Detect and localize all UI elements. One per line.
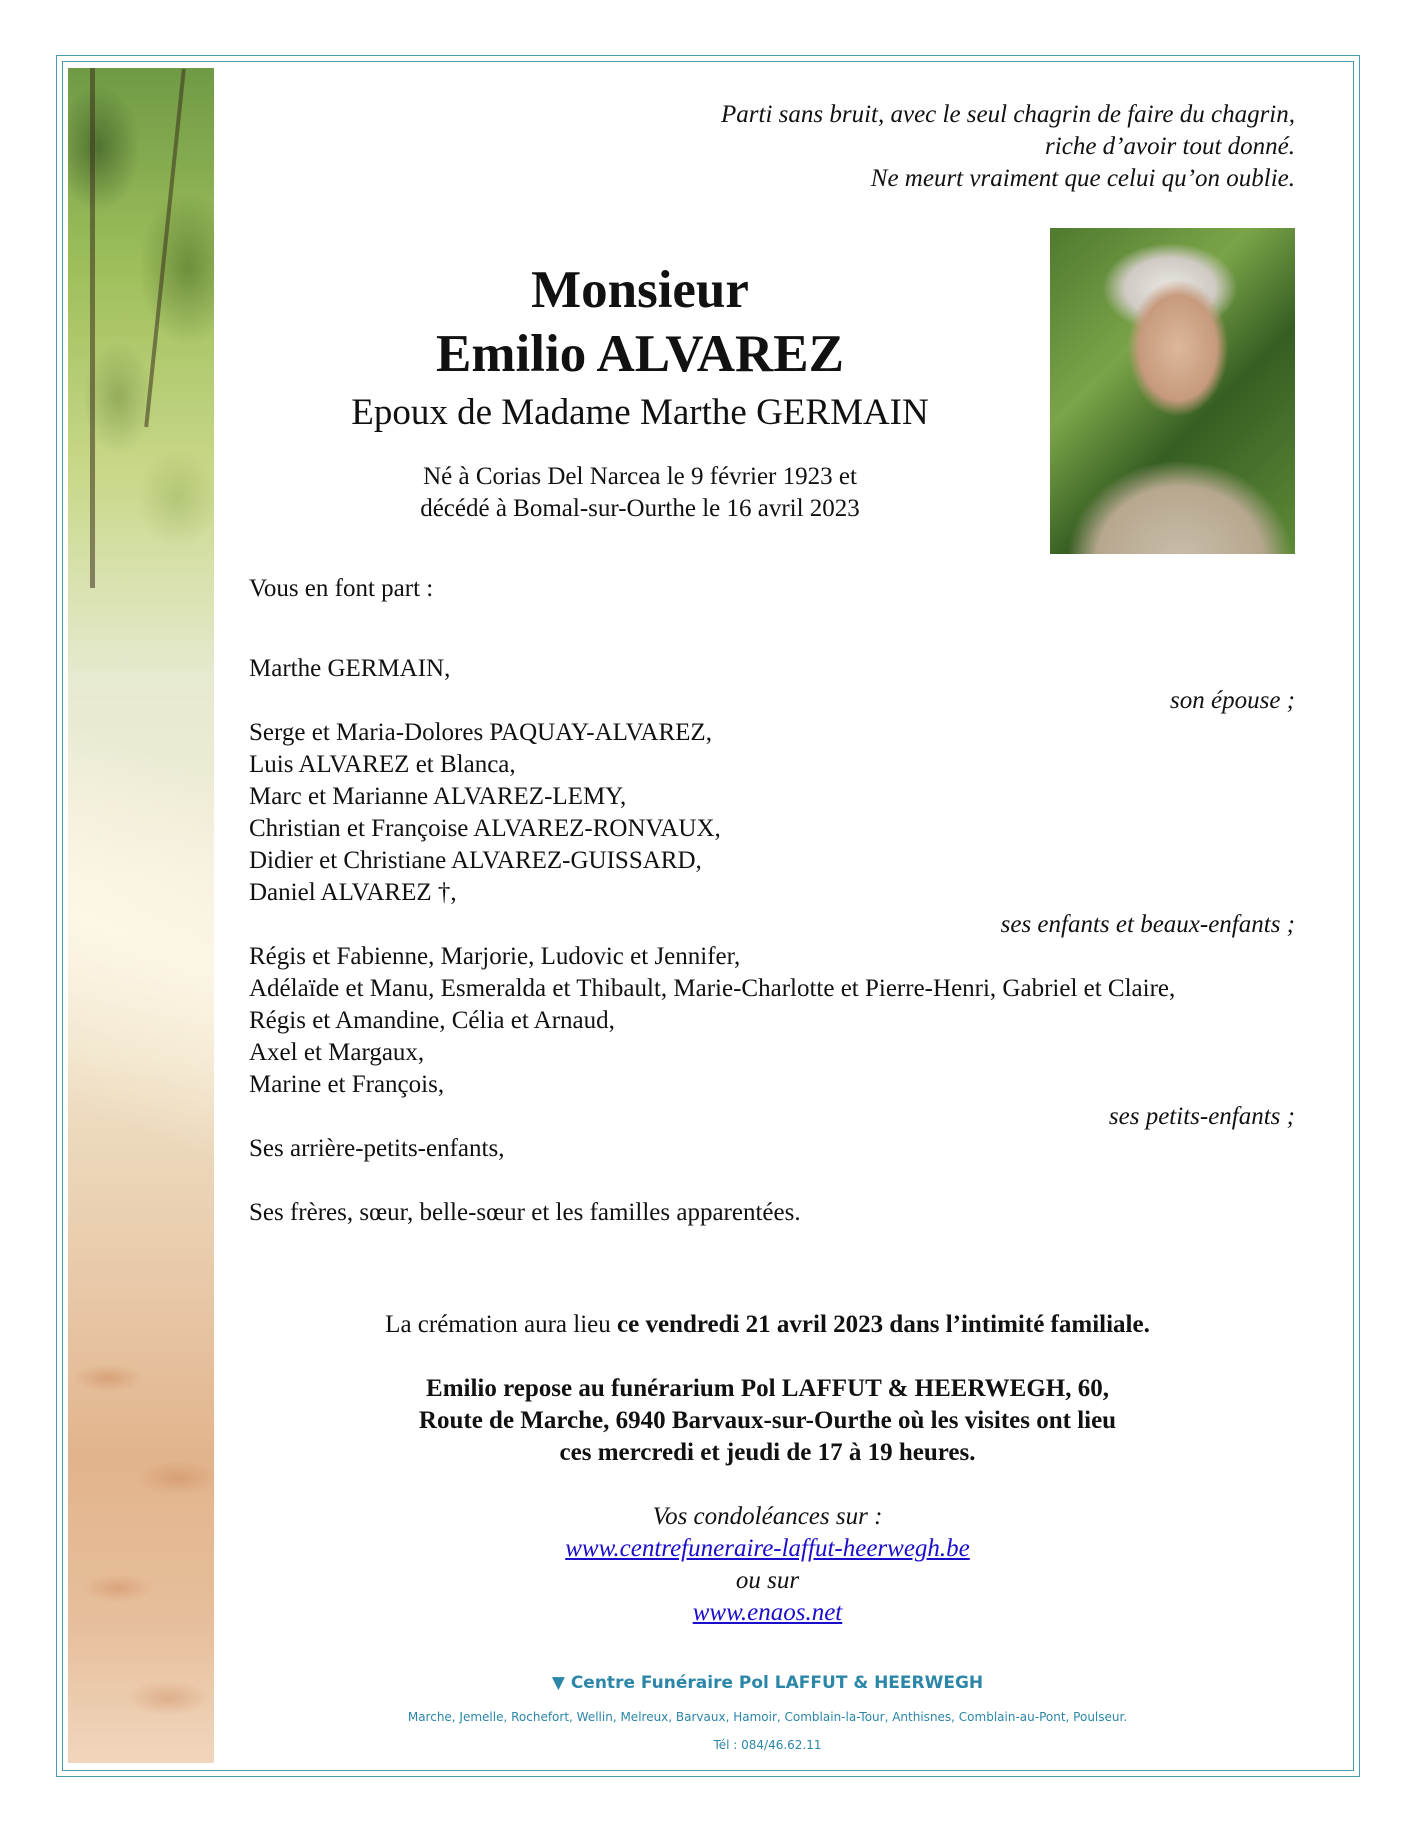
- grandchildren-role: ses petits-enfants ;: [1108, 1103, 1295, 1130]
- quote-line: Ne meurt vraiment que celui qu’on oublie.: [870, 165, 1295, 192]
- condolences-label: Vos condoléances sur :: [652, 1503, 883, 1530]
- list-item: Serge et Maria-Dolores PAQUAY-ALVAREZ,: [249, 719, 712, 746]
- funeral-center-logo: [240, 1672, 1295, 1694]
- list-item: Marine et François,: [249, 1071, 445, 1098]
- forest-path-image-strip: [68, 68, 214, 1763]
- condolences-link-funeral-center[interactable]: www.centrefuneraire-laffut-heerwegh.be: [565, 1535, 970, 1562]
- birth-line: Né à Corias Del Narcea le 9 février 1923 et: [423, 463, 857, 490]
- visitation-info: [240, 1373, 1295, 1469]
- cremation-prefix: La crémation aura lieu: [385, 1311, 617, 1338]
- funeral-center-locations: Marche, Jemelle, Rochefort, Wellin, Melreux, Barvaux, Hamoir, Comblain-la-Tour, Anthisnes, Comblain-au-Pont, Poulseur.: [407, 1710, 1128, 1724]
- list-item: Régis et Amandine, Célia et Arnaud,: [249, 1007, 615, 1034]
- list-item: Luis ALVAREZ et Blanca,: [249, 751, 516, 778]
- deceased-title: Monsieur: [531, 261, 749, 319]
- children-list: [249, 717, 721, 909]
- visitation-line: Emilio repose au funérarium Pol LAFFUT & HEERWEGH, 60,: [426, 1375, 1109, 1402]
- condolences-or: ou sur: [735, 1567, 800, 1594]
- list-item: Daniel ALVAREZ †,: [249, 879, 457, 906]
- spouse-line: Epoux de Madame Marthe GERMAIN: [351, 392, 929, 433]
- triangle-marker-icon: ▼: [551, 1673, 565, 1693]
- great-grandchildren: Ses arrière-petits-enfants,: [249, 1135, 505, 1162]
- epitaph-quote: [721, 99, 1295, 195]
- list-item: Adélaïde et Manu, Esmeralda et Thibault, Marie-Charlotte et Pierre-Henri, Gabriel et Claire,: [249, 975, 1176, 1002]
- visitation-line: Route de Marche, 6940 Barvaux-sur-Ourthe où les visites ont lieu: [418, 1407, 1117, 1434]
- quote-line: Parti sans bruit, avec le seul chagrin de faire du chagrin,: [721, 101, 1295, 128]
- funeral-center-name: Centre Funéraire Pol LAFFUT & HEERWEGH: [570, 1673, 984, 1693]
- cremation-info: [240, 1309, 1295, 1341]
- list-item: Marc et Marianne ALVAREZ-LEMY,: [249, 783, 627, 810]
- list-item: Didier et Christiane ALVAREZ-GUISSARD,: [249, 847, 702, 874]
- list-item: Régis et Fabienne, Marjorie, Ludovic et Jennifer,: [249, 943, 741, 970]
- death-line: décédé à Bomal-sur-Ourthe le 16 avril 2023: [420, 495, 860, 522]
- announcement-intro: Vous en font part :: [249, 575, 434, 602]
- list-item: Axel et Margaux,: [249, 1039, 425, 1066]
- condolences-block: [240, 1501, 1295, 1629]
- grandchildren-list: [249, 941, 1175, 1101]
- spouse-name: Marthe GERMAIN,: [249, 655, 451, 682]
- birth-death-dates: [240, 461, 1040, 525]
- children-role: ses enfants et beaux-enfants ;: [1000, 911, 1295, 938]
- siblings-line: Ses frères, sœur, belle-sœur et les familles apparentées.: [249, 1199, 801, 1226]
- cremation-date: ce vendredi 21 avril 2023 dans l’intimité familiale.: [617, 1311, 1150, 1338]
- deceased-portrait-photo: [1050, 228, 1295, 554]
- list-item: Christian et Françoise ALVAREZ-RONVAUX,: [249, 815, 721, 842]
- deceased-name: Emilio ALVAREZ: [436, 325, 844, 383]
- visitation-line: ces mercredi et jeudi de 17 à 19 heures.: [559, 1439, 976, 1466]
- condolences-link-enaos[interactable]: www.enaos.net: [692, 1599, 843, 1626]
- spouse-role: son épouse ;: [1170, 687, 1295, 714]
- quote-line: riche d’avoir tout donné.: [1045, 133, 1295, 160]
- funeral-center-phone: Tél : 084/46.62.11: [713, 1738, 822, 1752]
